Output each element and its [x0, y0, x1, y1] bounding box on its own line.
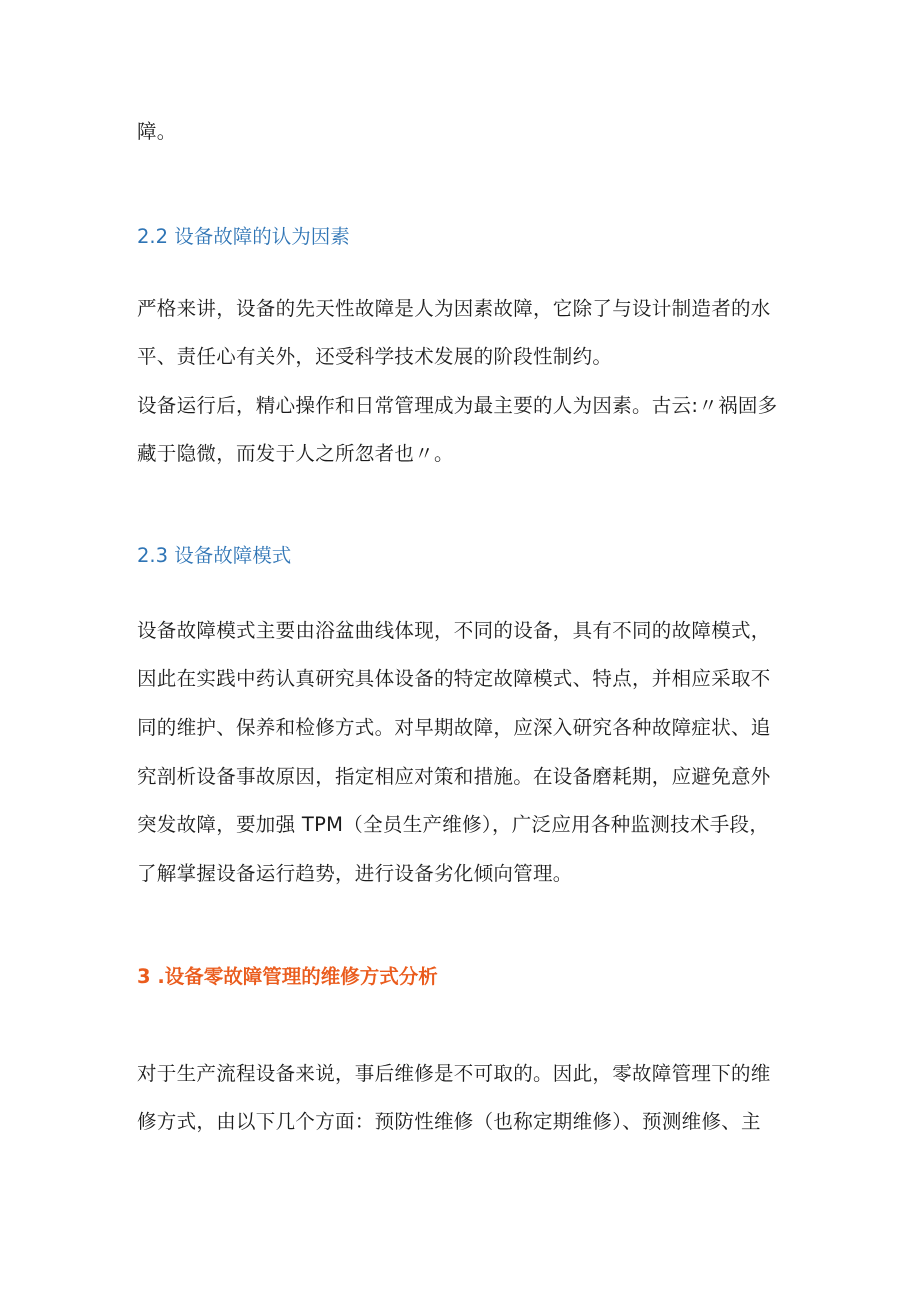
paragraph-line: 障。 [137, 120, 177, 143]
chapter-heading-3: 3 .设备零故障管理的维修方式分析 [137, 965, 438, 988]
paragraph-line: 究剖析设备事故原因，指定相应对策和措施。在设备磨耗期，应避免意外 [137, 765, 771, 788]
paragraph-line: 突发故障，要加强 TPM（全员生产维修），广泛应用各种监测技术手段， [137, 813, 770, 836]
paragraph-line: 因此在实践中药认真研究具体设备的特定故障模式、特点，并相应采取不 [137, 667, 771, 690]
paragraph-line: 设备运行后，精心操作和日常管理成为最主要的人为因素。古云:〃祸固多 [137, 394, 778, 417]
paragraph-line: 平、责任心有关外，还受科学技术发展的阶段性制约。 [137, 345, 613, 368]
section-heading-2-3: 2.3 设备故障模式 [137, 544, 292, 567]
paragraph-line: 了解掌握设备运行趋势，进行设备劣化倾向管理。 [137, 862, 573, 885]
paragraph-line: 严格来讲，设备的先天性故障是人为因素故障，它除了与设计制造者的水 [137, 297, 771, 320]
paragraph-line: 藏于隐微，而发于人之所忽者也〃。 [137, 442, 454, 465]
paragraph-line: 同的维护、保养和检修方式。对早期故障，应深入研究各种故障症状、追 [137, 716, 771, 739]
paragraph-line: 设备故障模式主要由浴盆曲线体现，不同的设备，具有不同的故障模式， [137, 619, 771, 642]
paragraph-line: 修方式，由以下几个方面：预防性维修（也称定期维修）、预测维修、主 [137, 1110, 761, 1133]
paragraph-line: 对于生产流程设备来说，事后维修是不可取的。因此，零故障管理下的维 [137, 1062, 771, 1085]
section-heading-2-2: 2.2 设备故障的认为因素 [137, 225, 350, 248]
